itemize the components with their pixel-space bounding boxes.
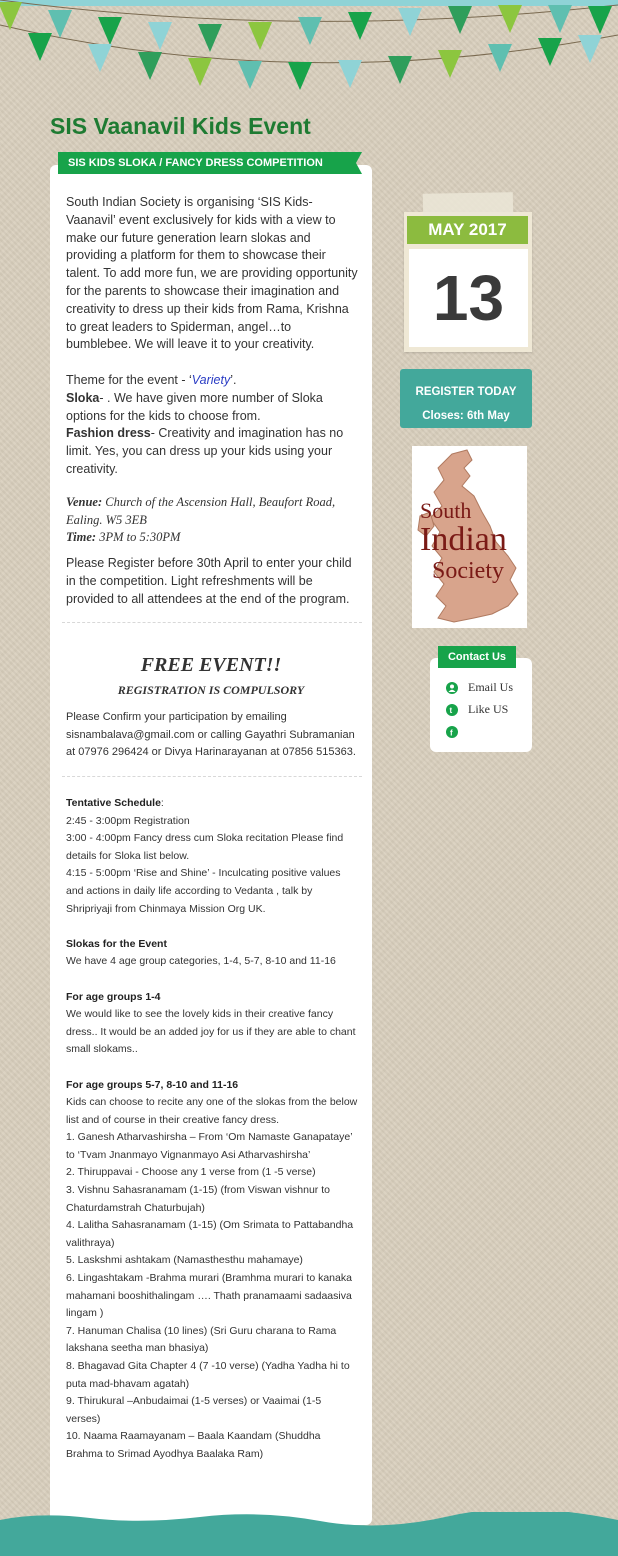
time-label: Time: — [66, 530, 97, 545]
sloka-list-item: 4. Lalitha Sahasranamam (1-15) (Om Srimata to Pattabandha valithraya) — [66, 1219, 354, 1249]
twitter-icon — [446, 704, 458, 716]
bunting-flag — [198, 24, 222, 52]
bunting-flag — [438, 50, 462, 78]
theme-section — [66, 372, 358, 479]
age-other-heading: For age groups 5-7, 8-10 and 11-16 — [66, 1078, 239, 1091]
bunting-flag — [348, 12, 372, 40]
fashion-label: Fashion dress — [66, 426, 151, 441]
theme-prefix: Theme for the event - ‘ — [66, 373, 192, 387]
schedule-item: 4:15 - 5:00pm ‘Rise and Shine’ - Inculcating positive values and actions in daily life according to Vedanta , talk by Shripriyaji from Chinmaya Mission Org UK. — [66, 867, 341, 915]
sloka-label: Sloka — [66, 390, 100, 405]
sloka-text: - . We have given more number of Sloka options for the kids to choose from. — [66, 390, 323, 423]
schedule-section — [66, 795, 358, 1481]
bunting-flag — [188, 58, 212, 86]
free-event-heading: FREE EVENT!! — [140, 654, 282, 676]
contact-title: Contact Us — [438, 646, 516, 668]
sloka-list-item: 9. Thirukural –Anbudaimai (1-5 verses) or Vaaimai (1-5 verses) — [66, 1395, 322, 1425]
event-banner: SIS KIDS SLOKA / FANCY DRESS COMPETITION — [58, 152, 356, 174]
age-other-section — [66, 1077, 358, 1464]
logo-text-south: South — [420, 498, 472, 523]
register-note: Please Register before 30th April to enter your child in the competition. Light refreshments will be provided to all attendees at the end of the program. — [66, 556, 352, 606]
sloka-list-item: 10. Naama Raamayanam – Baala Kaandam (Shuddha Brahma to Srimad Ayodhya Baalaka Ram) — [66, 1430, 321, 1460]
user-icon — [446, 682, 458, 694]
age-other-text: Kids can choose to recite any one of the slokas from the below list and of course in their creative fancy dress. — [66, 1096, 358, 1126]
age-1-4-heading: For age groups 1-4 — [66, 990, 161, 1003]
bunting-flag — [578, 35, 602, 63]
register-label: REGISTER TODAY — [415, 386, 517, 398]
register-closes: Closes: 6th May — [422, 410, 510, 422]
bunting-flag — [238, 61, 262, 89]
bunting-flag — [488, 44, 512, 72]
bunting-flag — [148, 22, 172, 50]
logo-text-indian: Indian — [420, 521, 507, 558]
facebook-link[interactable] — [446, 723, 468, 739]
schedule-heading: Tentative Schedule — [66, 797, 161, 809]
bunting-flag — [138, 52, 162, 80]
svg-text:f: f — [450, 728, 453, 738]
svg-text:t: t — [449, 706, 453, 716]
logo-text-society: Society — [432, 558, 504, 584]
bunting-flag — [548, 5, 572, 33]
uk-map-icon — [412, 446, 527, 628]
like-us-label: Like US — [468, 702, 509, 716]
intro-text: South Indian Society is organising ‘SIS Kids- Vaanavil’ event exclusively for kids with a view to make our future generation learn slokas and providing a platform for them to showcase their talent. To add more fun, we are providing opportunity for the parents to showcase their imagination and creativity to dress up their kids from Rama, Krishna to great leaders to Spiderman, angel…to bumblebee. We will leave it to your creativity. — [66, 195, 358, 352]
fashion-text: - Creativity and imagination has no limit. Yes, you can dress up your kids using your creativity. — [66, 426, 344, 476]
bunting-flag — [248, 22, 272, 50]
sloka-list-item: 8. Bhagavad Gita Chapter 4 (7 -10 verse) (Yadha Yadha hi to puta mad-bhavam agatah) — [66, 1360, 350, 1390]
confirm-text: Please Confirm your participation by emailing sisnambalava@gmail.com or calling Gayathri Subramanian at 07976 296424 or Divya Harinarayanan at 07856 515363. — [66, 711, 356, 759]
variety-link[interactable]: Variety — [191, 373, 231, 387]
bunting-flag — [288, 62, 312, 90]
email-us-label: Email Us — [468, 680, 513, 694]
slokas-text: We have 4 age group categories, 1-4, 5-7, 8-10 and 11-16 — [66, 955, 336, 968]
bunting-flag — [538, 38, 562, 66]
schedule-item: 3:00 - 4:00pm Fancy dress cum Sloka recitation Please find details for Sloka list below. — [66, 832, 344, 862]
bunting-flag — [448, 6, 472, 34]
bunting-flag — [338, 60, 362, 88]
schedule-colon: : — [160, 797, 164, 809]
bunting-decoration — [0, 0, 618, 110]
bunting-flag — [588, 6, 612, 34]
bunting-flag — [88, 44, 112, 72]
divider — [62, 776, 362, 777]
sloka-list-item: 7. Hanuman Chalisa (10 lines) (Sri Guru charana to Rama lakshana seetha man bhasiya) — [66, 1324, 337, 1355]
age-1-4-text: We would like to see the lovely kids in their creative fancy dress.. It would be an added joy for us if they are able to chant small slokams.. — [66, 1008, 356, 1056]
facebook-icon — [446, 726, 458, 738]
divider — [62, 622, 362, 623]
tentative-schedule — [66, 795, 358, 918]
age-1-4-section — [66, 989, 358, 1059]
bunting-flag — [298, 17, 322, 45]
sloka-list-item: 1. Ganesh Atharvashirsha – From ‘Om Namaste Ganapataye’ to ‘Tvam Jnanmayo Vignanmayo Asi Atharvashirsha’ — [66, 1131, 353, 1161]
calendar-month: MAY 2017 — [407, 216, 528, 244]
calendar-day: 13 — [409, 249, 528, 347]
schedule-item: 2:45 - 3:00pm Registration — [66, 814, 190, 827]
slokas-section — [66, 936, 358, 971]
page-title: SIS Vaanavil Kids Event — [50, 113, 311, 139]
registration-compulsory: REGISTRATION IS COMPULSORY — [117, 683, 305, 697]
sloka-list-item: 6. Lingashtakam -Brahma murari (Bramhma murari to kanaka mahamani booshithalingam …. Thath pranamaami sadaasiva lingam ) — [66, 1272, 352, 1320]
time-text: 3PM to 5:30PM — [99, 530, 181, 545]
bunting-flag — [28, 33, 52, 61]
register-today-button[interactable] — [400, 369, 532, 428]
theme-suffix: ’. — [230, 373, 237, 387]
footer-wave — [0, 1512, 618, 1556]
venue-label: Venue: — [66, 495, 103, 509]
bunting-flag — [388, 56, 412, 84]
bunting-flag — [398, 8, 422, 36]
sloka-list-item: 2. Thiruppavai - Choose any 1 verse from (1 -5 verse) — [66, 1166, 316, 1179]
venue-section — [66, 494, 358, 547]
sloka-list-item: 3. Vishnu Sahasranamam (1-15) (from Viswan vishnur to Chaturdamstrah Chaturbujah) — [66, 1184, 330, 1214]
like-us-link[interactable] — [446, 701, 508, 717]
slokas-heading: Slokas for the Event — [66, 937, 167, 950]
bunting-flag — [498, 5, 522, 33]
email-us-link[interactable] — [446, 679, 513, 695]
bunting-flag — [98, 17, 122, 45]
south-indian-society-logo — [412, 446, 527, 628]
venue-text: Church of the Ascension Hall, Beaufort Road, Ealing. W5 3EB — [66, 495, 336, 527]
sloka-list-item: 5. Laskshmi ashtakam (Namasthesthu mahamaye) — [66, 1254, 303, 1267]
